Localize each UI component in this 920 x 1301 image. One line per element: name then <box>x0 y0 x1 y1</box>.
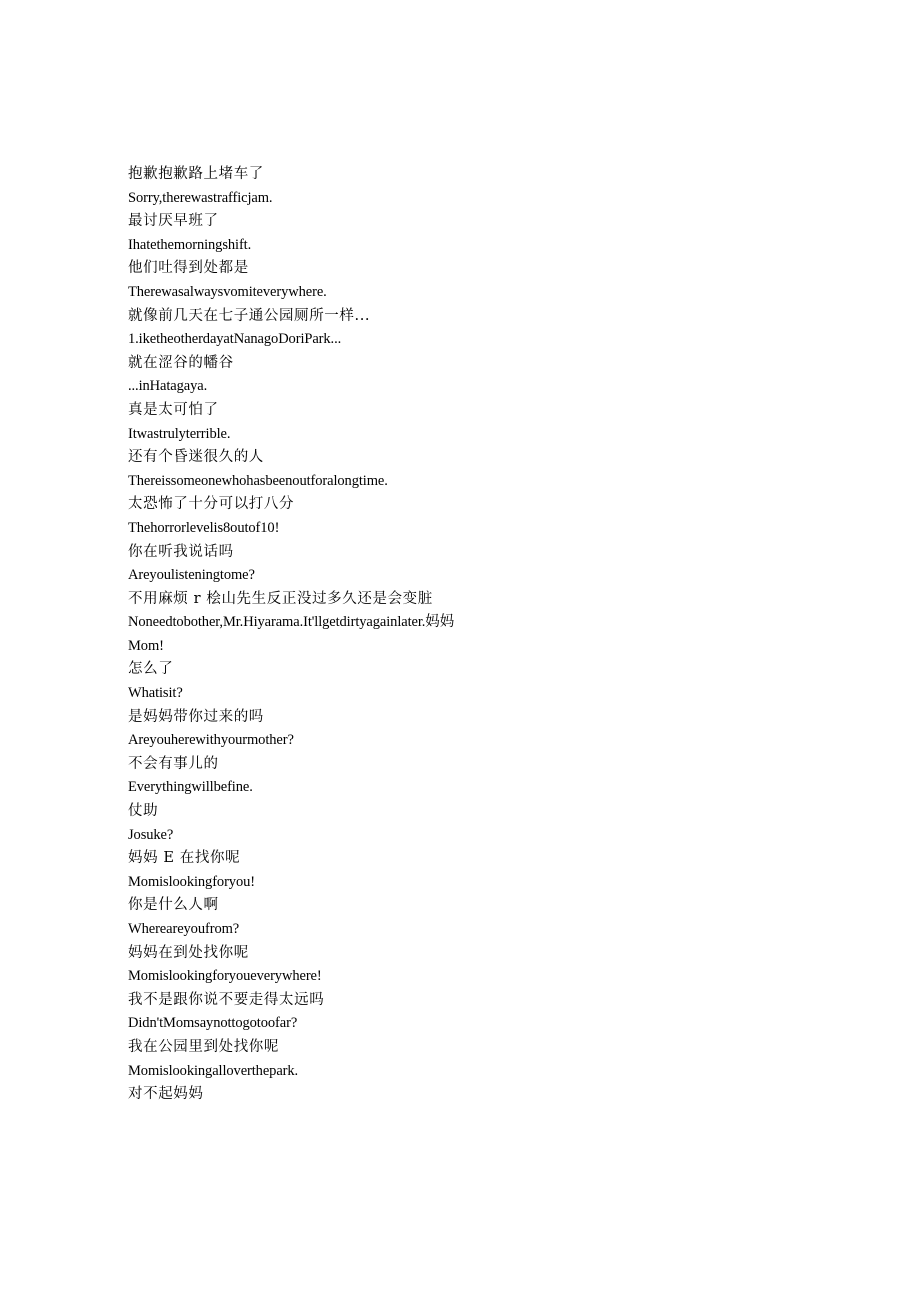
subtitle-line: Sorry,therewastrafficjam. <box>128 189 273 206</box>
subtitle-line: 最讨厌早班了 <box>128 213 219 230</box>
subtitle-line: 1.iketheotherdayatNanagoDoriPark... <box>128 331 342 348</box>
subtitle-line: Josuke? <box>128 826 174 843</box>
subtitle-line: 还有个昏迷很久的人 <box>128 449 264 466</box>
subtitle-line: 妈妈在到处找你呢 <box>128 944 249 961</box>
subtitle-line: Whereareyoufrom? <box>128 921 240 937</box>
subtitle-line: Didn'tMomsaynottogotoofar? <box>128 1015 298 1032</box>
subtitle-line: 不会有事儿的 <box>128 755 219 772</box>
subtitle-line: 就在涩谷的幡谷 <box>128 354 234 371</box>
subtitle-line: Thereissomeonewhohasbeenoutforalongtime. <box>128 472 388 489</box>
subtitle-line: 就像前几天在七子通公园厕所一样... <box>128 307 371 324</box>
subtitle-line: 抱歉抱歉路上堵车了 <box>128 166 264 182</box>
subtitle-line: 真是太可怕了 <box>128 401 219 418</box>
subtitle-line: 太恐怖了十分可以打八分 <box>128 496 295 513</box>
subtitle-line: 对不起妈妈 <box>128 1086 204 1103</box>
subtitle-line: Thehorrorlevelis8outof10! <box>128 519 280 536</box>
subtitle-line: 仗助 <box>128 803 159 820</box>
subtitle-line: 我在公园里到处找你呢 <box>128 1038 279 1055</box>
subtitle-line: 他们吐得到处都是 <box>128 260 249 277</box>
subtitle-line: Momislookingforyou! <box>128 873 255 890</box>
subtitle-lines <box>128 163 828 1107</box>
subtitle-line: 不用麻烦 r 桧山先生反正没过多久还是会变脏 <box>128 590 433 607</box>
subtitle-line: 妈妈 E 在找你呢 <box>128 850 241 867</box>
subtitle-line: Areyouherewithyourmother? <box>128 732 294 749</box>
subtitle-line: Everythingwillbefine. <box>128 779 253 796</box>
subtitle-line: 你在听我说话吗 <box>128 543 234 560</box>
subtitle-line: Momislookingalloverthepark. <box>128 1062 299 1079</box>
subtitle-line: 你是什么人啊 <box>128 897 219 914</box>
subtitle-line: 我不是跟你说不要走得太远吗 <box>128 991 325 1008</box>
subtitle-line: 怎么了 <box>128 661 174 678</box>
subtitle-line: Therewasalwaysvomiteverywhere. <box>128 283 327 300</box>
subtitle-line: Itwastrulyterrible. <box>128 425 231 442</box>
subtitle-line: Whatisit? <box>128 685 183 702</box>
subtitle-line: Mom! <box>128 637 164 654</box>
subtitle-line: Areyoulisteningtome? <box>128 567 255 584</box>
subtitle-line: Momislookingforyoueverywhere! <box>128 968 322 985</box>
subtitle-line: 是妈妈带你过来的吗 <box>128 708 264 725</box>
subtitle-line: Noneedtobother,Mr.Hiyarama.It'llgetdirtyagainlater.妈妈 <box>128 614 455 631</box>
subtitle-line: ...inHatagaya. <box>128 378 208 395</box>
subtitle-line: Ihatethemorningshift. <box>128 236 252 253</box>
